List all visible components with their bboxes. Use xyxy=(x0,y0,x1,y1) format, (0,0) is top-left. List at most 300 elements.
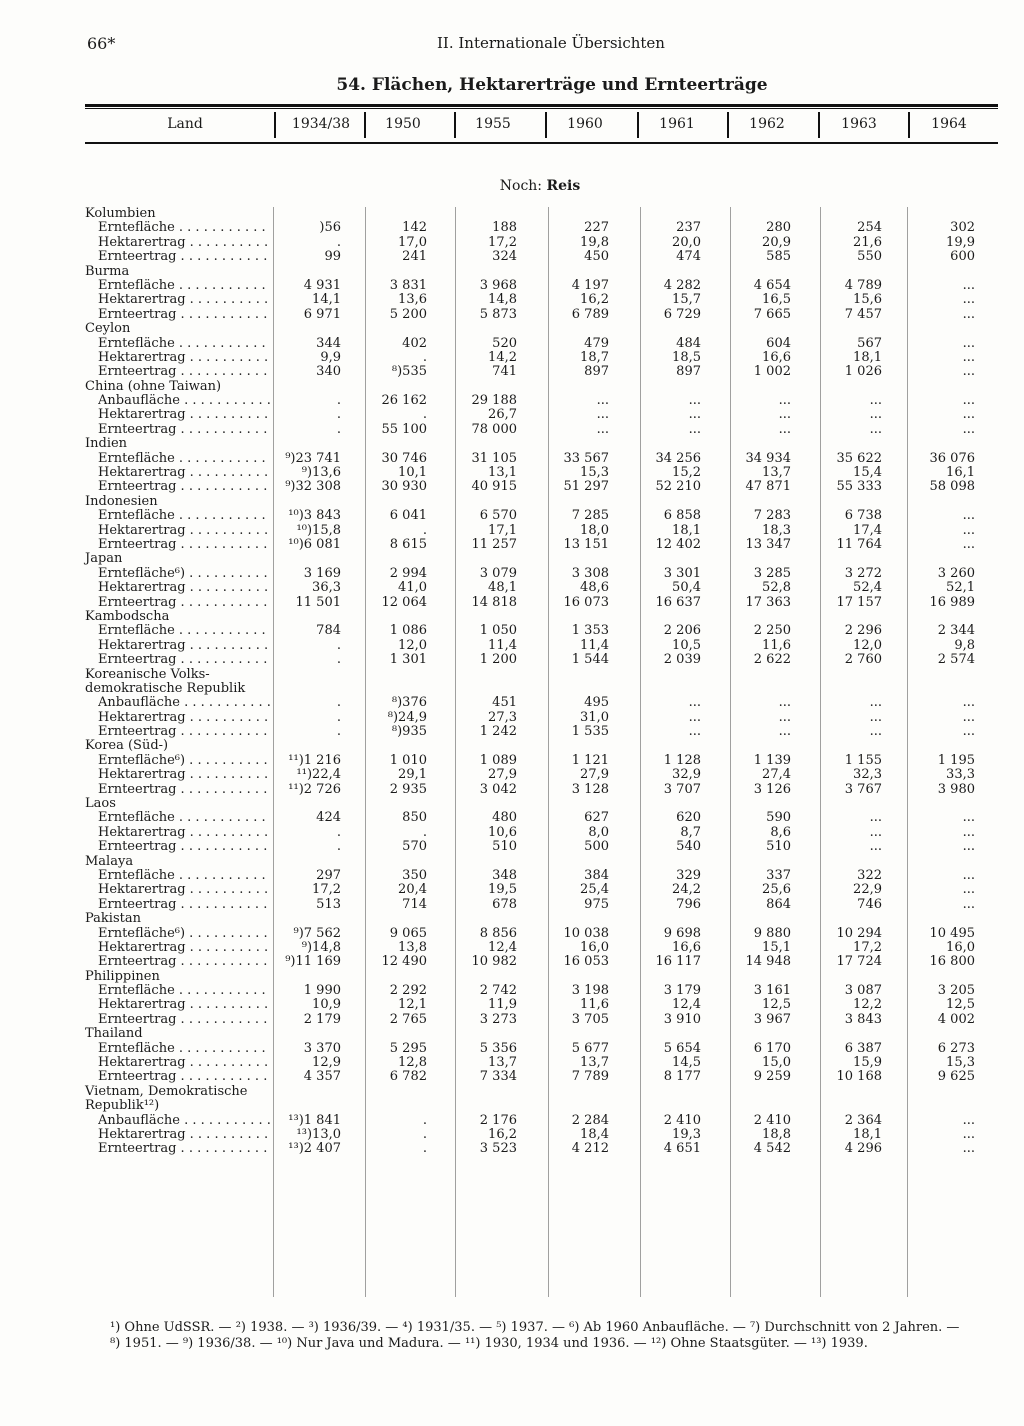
table-cell: 2 179 xyxy=(303,1011,341,1027)
table-cell: 16 989 xyxy=(929,594,975,610)
column-header-1961: 1961 xyxy=(659,116,695,132)
table-cell: 78 000 xyxy=(471,421,517,437)
table-cell: 50,4 xyxy=(672,580,701,596)
row-label: Hektarertrag . . . xyxy=(98,826,270,840)
table-cell: 3 910 xyxy=(663,1011,701,1027)
table-cell: 4 789 xyxy=(844,277,882,293)
table-cell: 3 161 xyxy=(753,983,791,999)
table-row xyxy=(85,998,998,1012)
table-cell: 3 198 xyxy=(571,983,609,999)
table-cell: 15,3 xyxy=(580,465,609,481)
table-cell: 2 206 xyxy=(663,623,701,639)
table-cell: 22,9 xyxy=(853,882,882,898)
country-name: Pakistan xyxy=(85,911,141,927)
table-row xyxy=(85,955,998,969)
table-cell: 1 353 xyxy=(571,623,609,639)
row-label: Hektarertrag . . . xyxy=(98,639,270,653)
table-cell: 16,1 xyxy=(946,465,975,481)
table-cell: 975 xyxy=(584,896,609,912)
country-name: Indien xyxy=(85,436,128,452)
row-label: Ernteertrag . . . xyxy=(98,480,270,494)
row-label: Anbaufläche . . . xyxy=(98,1114,270,1128)
row-label: Erntefläche . . . xyxy=(98,811,270,825)
table-cell: 590 xyxy=(766,810,791,826)
table-cell: 604 xyxy=(766,335,791,351)
country-name: Malaya xyxy=(85,853,134,869)
header-separator xyxy=(545,112,547,138)
table-cell: 18,0 xyxy=(580,522,609,538)
column-header-1962: 1962 xyxy=(749,116,785,132)
table-cell: . xyxy=(336,824,341,840)
rule-bottom xyxy=(85,142,998,144)
table-row xyxy=(85,308,998,322)
table-cell: 714 xyxy=(402,896,427,912)
table-cell: 1 200 xyxy=(479,652,517,668)
table-cell: 13,6 xyxy=(398,292,427,308)
table-cell: 3 205 xyxy=(937,983,975,999)
table-cell: 6 170 xyxy=(753,1040,791,1056)
table-cell: 600 xyxy=(950,249,975,265)
column-header-1950: 1950 xyxy=(385,116,421,132)
table-cell: 14 818 xyxy=(471,594,517,610)
table-row xyxy=(85,811,998,825)
table-cell: 6 858 xyxy=(663,508,701,524)
table-row xyxy=(85,984,998,998)
table-row xyxy=(85,754,998,768)
table-cell: ⁸)24,9 xyxy=(387,709,427,725)
country-group xyxy=(85,380,998,438)
row-label: Hektarertrag . . . xyxy=(98,883,270,897)
table-cell: 340 xyxy=(316,364,341,380)
table-cell: 1 301 xyxy=(389,652,427,668)
table-cell: ¹⁰)3 843 xyxy=(288,508,341,524)
row-label: Hektarertrag . . . xyxy=(98,1128,270,1142)
footnote-line-1: ¹) Ohne UdSSR. — ²) 1938. — ³) 1936/39. — ⁴) 1931/35. — ⁵) 1937. — ⁶) Ab 1960 Anbaufläche. — ⁷) Durchschnitt von 2 Jahren. — xyxy=(110,1320,960,1335)
table-cell: 9 065 xyxy=(389,925,427,941)
table-cell: 36 076 xyxy=(929,450,975,466)
table-cell: ... xyxy=(778,407,791,423)
table-cell: 11,9 xyxy=(488,997,517,1013)
table-cell: 12,0 xyxy=(398,637,427,653)
table-cell: 12,4 xyxy=(672,997,701,1013)
row-label: Ernteertrag . . . xyxy=(98,955,270,969)
table-row xyxy=(85,365,998,379)
table-cell: ... xyxy=(596,421,609,437)
row-label: Ernteertrag . . . xyxy=(98,783,270,797)
table-cell: . xyxy=(336,709,341,725)
country-group xyxy=(85,912,998,970)
country-name: Korea (Süd-) xyxy=(85,738,169,754)
rule-thin xyxy=(85,108,998,109)
table-cell: ... xyxy=(962,1127,975,1142)
table-cell: 2 364 xyxy=(844,1112,882,1128)
table-cell: 796 xyxy=(676,896,701,912)
table-cell: ... xyxy=(962,1112,975,1128)
row-label: Ernteertrag . . . xyxy=(98,898,270,912)
table-cell: 20,4 xyxy=(398,882,427,898)
row-label: Anbaufläche . . . xyxy=(98,696,270,710)
row-label: Erntefläche⁶) . . . xyxy=(98,567,270,581)
table-row xyxy=(85,927,998,941)
table-cell: 850 xyxy=(402,810,427,826)
table-cell: 3 260 xyxy=(937,565,975,581)
table-row xyxy=(85,1013,998,1027)
table-cell: 14 948 xyxy=(745,954,791,970)
table-cell: 2 574 xyxy=(937,652,975,668)
country-name: Kambodscha xyxy=(85,608,170,624)
table-cell: 3 705 xyxy=(571,1011,609,1027)
table-cell: 15,3 xyxy=(946,1055,975,1071)
table-cell: 36,3 xyxy=(312,580,341,596)
table-cell: 479 xyxy=(584,335,609,351)
table-cell: 9 625 xyxy=(937,1069,975,1085)
table-cell: 480 xyxy=(492,810,517,826)
table-cell: 20,9 xyxy=(762,234,791,250)
table-cell: 21,6 xyxy=(853,234,882,250)
footnotes xyxy=(110,1320,1000,1352)
table-cell: 484 xyxy=(676,335,701,351)
table-cell: 5 295 xyxy=(389,1040,427,1056)
table-cell: 35 622 xyxy=(836,450,882,466)
table-row xyxy=(85,337,998,351)
row-label: Erntefläche . . . xyxy=(98,452,270,466)
table-cell: 6 273 xyxy=(937,1040,975,1056)
table-cell: 1 050 xyxy=(479,623,517,639)
row-label: Hektarertrag . . . xyxy=(98,236,270,250)
table-cell: 3 370 xyxy=(303,1040,341,1056)
row-label: Erntefläche . . . xyxy=(98,337,270,351)
country-name: Burma xyxy=(85,263,130,279)
table-cell: 6 738 xyxy=(844,508,882,524)
table-cell: . xyxy=(336,695,341,711)
country-group xyxy=(85,970,998,1028)
table-cell: 26,7 xyxy=(488,407,517,423)
table-cell: . xyxy=(422,349,427,365)
table-cell: 29 188 xyxy=(471,393,517,409)
row-label: Erntefläche . . . xyxy=(98,869,270,883)
table-row xyxy=(85,624,998,638)
table-cell: 784 xyxy=(316,623,341,639)
country-group xyxy=(85,552,998,610)
table-cell: 99 xyxy=(324,249,341,265)
table-cell: 4 296 xyxy=(844,1141,882,1157)
table-cell: 31 105 xyxy=(471,450,517,466)
table-cell: 15,7 xyxy=(672,292,701,308)
row-label: Hektarertrag . . . xyxy=(98,466,270,480)
table-cell: 32,3 xyxy=(853,767,882,783)
table-cell: 16,6 xyxy=(762,349,791,365)
table-cell: 5 200 xyxy=(389,306,427,322)
table-cell: 2 284 xyxy=(571,1112,609,1128)
column-header-1963: 1963 xyxy=(841,116,877,132)
table-cell: 6 971 xyxy=(303,306,341,322)
table-cell: 2 344 xyxy=(937,623,975,639)
table-cell: ¹⁰)6 081 xyxy=(288,536,341,552)
table-cell: 13,7 xyxy=(762,465,791,481)
table-cell: ... xyxy=(778,695,791,711)
table-cell: 11 764 xyxy=(836,536,882,552)
header-separator xyxy=(727,112,729,138)
table-cell: ... xyxy=(869,724,882,740)
table-cell: 13,7 xyxy=(580,1055,609,1071)
table-cell: 402 xyxy=(402,335,427,351)
table-row xyxy=(85,1070,998,1084)
table-cell: 13 151 xyxy=(563,536,609,552)
table-title: 54. Flächen, Hektarerträge und Ernteerträge xyxy=(336,75,768,95)
row-label: Hektarertrag . . . xyxy=(98,998,270,1012)
row-label: Ernteertrag . . . xyxy=(98,725,270,739)
table-cell: 2 410 xyxy=(753,1112,791,1128)
row-label: Erntefläche . . . xyxy=(98,624,270,638)
table-cell: ... xyxy=(962,421,975,437)
table-cell: 12,5 xyxy=(946,997,975,1013)
table-cell: 18,4 xyxy=(580,1127,609,1142)
country-group xyxy=(85,1027,998,1085)
table-cell: 474 xyxy=(676,249,701,265)
table-cell: 19,9 xyxy=(946,234,975,250)
table-cell: ⁸)535 xyxy=(391,364,427,380)
table-row xyxy=(85,711,998,725)
table-cell: ... xyxy=(869,393,882,409)
table-cell: 33,3 xyxy=(946,767,975,783)
table-cell: 337 xyxy=(766,867,791,883)
table-cell: 8,0 xyxy=(588,824,609,840)
table-cell: 188 xyxy=(492,220,517,236)
table-cell: . xyxy=(336,839,341,855)
table-cell: 17,2 xyxy=(312,882,341,898)
row-label: Hektarertrag . . . xyxy=(98,351,270,365)
table-cell: ⁹)11 169 xyxy=(285,954,341,970)
table-row xyxy=(85,869,998,883)
table-cell: 495 xyxy=(584,695,609,711)
table-cell: 7 334 xyxy=(479,1069,517,1085)
table-cell: 2 765 xyxy=(389,1011,427,1027)
table-cell: 58 098 xyxy=(929,479,975,495)
table-row xyxy=(85,639,998,653)
table-cell: 1 139 xyxy=(753,752,791,768)
table-cell: 3 272 xyxy=(844,565,882,581)
table-cell: ... xyxy=(962,522,975,538)
table-cell: 18,1 xyxy=(853,349,882,365)
table-row xyxy=(85,221,998,235)
country-name: Koreanische Volks- xyxy=(85,666,210,682)
table-cell: ⁸)376 xyxy=(391,695,427,711)
table-cell: ... xyxy=(688,724,701,740)
table-cell: 17,0 xyxy=(398,234,427,250)
table-cell: ¹¹)22,4 xyxy=(296,767,341,783)
section-name: Reis xyxy=(546,178,581,194)
table-cell: 12 064 xyxy=(381,594,427,610)
table-cell: . xyxy=(422,1112,427,1128)
table-cell: 1 544 xyxy=(571,652,609,668)
table-cell: 27,9 xyxy=(580,767,609,783)
table-cell: 14,1 xyxy=(312,292,341,308)
row-label: Ernteertrag . . . xyxy=(98,1013,270,1027)
table-cell: 11,6 xyxy=(580,997,609,1013)
table-cell: 11,4 xyxy=(580,637,609,653)
table-row xyxy=(85,840,998,854)
table-cell: 10 168 xyxy=(836,1069,882,1085)
table-cell: 2 292 xyxy=(389,983,427,999)
table-cell: 3 523 xyxy=(479,1141,517,1157)
table-cell: 16 637 xyxy=(655,594,701,610)
table-cell: ... xyxy=(962,536,975,552)
country-name-continued: demokratische Republik xyxy=(85,680,246,696)
table-row xyxy=(85,250,998,264)
table-cell: 4 282 xyxy=(663,277,701,293)
column-header-1955: 1955 xyxy=(475,116,511,132)
country-group xyxy=(85,437,998,495)
table-cell: 7 789 xyxy=(571,1069,609,1085)
table-cell: 12 490 xyxy=(381,954,427,970)
table-cell: ¹¹)1 216 xyxy=(288,752,341,768)
table-cell: 19,5 xyxy=(488,882,517,898)
row-label: Hektarertrag . . . xyxy=(98,581,270,595)
table-cell: 4 002 xyxy=(937,1011,975,1027)
country-group xyxy=(85,207,998,265)
table-cell: 31,0 xyxy=(580,709,609,725)
table-cell: 241 xyxy=(402,249,427,265)
table-row xyxy=(85,538,998,552)
table-cell: 8,6 xyxy=(770,824,791,840)
table-cell: 17 724 xyxy=(836,954,882,970)
table-cell: 520 xyxy=(492,335,517,351)
country-group xyxy=(85,265,998,323)
table-cell: 450 xyxy=(584,249,609,265)
table-cell: 16 073 xyxy=(563,594,609,610)
table-cell: 13,8 xyxy=(398,939,427,955)
table-cell: 3 042 xyxy=(479,781,517,797)
country-name: Philippinen xyxy=(85,968,160,984)
table-cell: 9 259 xyxy=(753,1069,791,1085)
table-cell: 16 800 xyxy=(929,954,975,970)
table-cell: 11 501 xyxy=(295,594,341,610)
table-cell: ... xyxy=(778,709,791,725)
table-cell: ... xyxy=(869,709,882,725)
table-row xyxy=(85,423,998,437)
table-cell: 384 xyxy=(584,867,609,883)
table-cell: 29,1 xyxy=(398,767,427,783)
table-cell: 3 980 xyxy=(937,781,975,797)
table-cell: 897 xyxy=(584,364,609,380)
table-cell: 8 856 xyxy=(479,925,517,941)
table-row xyxy=(85,653,998,667)
table-row xyxy=(85,826,998,840)
rule-thick xyxy=(85,104,998,107)
table-cell: 40 915 xyxy=(471,479,517,495)
row-label: Hektarertrag . . . xyxy=(98,768,270,782)
row-label: Ernteertrag . . . xyxy=(98,365,270,379)
table-cell: 26 162 xyxy=(381,393,427,409)
table-cell: 10,9 xyxy=(312,997,341,1013)
table-cell: 3 301 xyxy=(663,565,701,581)
table-cell: 52,1 xyxy=(946,580,975,596)
row-label: Erntefläche⁶) . . . xyxy=(98,754,270,768)
table-cell: 19,8 xyxy=(580,234,609,250)
country-name: Kolumbien xyxy=(85,206,156,221)
table-cell: ... xyxy=(962,882,975,898)
country-name: Vietnam, Demokratische xyxy=(85,1083,248,1099)
table-cell: 18,5 xyxy=(672,349,701,365)
table-cell: 12,1 xyxy=(398,997,427,1013)
row-label: Ernteertrag . . . xyxy=(98,840,270,854)
header-separator xyxy=(364,112,366,138)
table-cell: 55 100 xyxy=(381,421,427,437)
table-cell: 16,5 xyxy=(762,292,791,308)
page-number: 66* xyxy=(87,34,116,53)
table-cell: ... xyxy=(869,421,882,437)
table-cell: 348 xyxy=(492,867,517,883)
table-cell: 48,6 xyxy=(580,580,609,596)
table-cell: . xyxy=(336,637,341,653)
table-row xyxy=(85,567,998,581)
table-cell: 34 256 xyxy=(655,450,701,466)
table-cell: 678 xyxy=(492,896,517,912)
table-cell: 9 698 xyxy=(663,925,701,941)
table-cell: 16,0 xyxy=(580,939,609,955)
table-cell: 18,7 xyxy=(580,349,609,365)
country-group xyxy=(85,322,998,380)
table-cell: . xyxy=(336,421,341,437)
table-cell: 12,8 xyxy=(398,1055,427,1071)
table-cell: 627 xyxy=(584,810,609,826)
table-cell: 51 297 xyxy=(563,479,609,495)
column-header-1964: 1964 xyxy=(931,116,967,132)
table-cell: 14,5 xyxy=(672,1055,701,1071)
table-header xyxy=(85,116,998,136)
row-label: Hektarertrag . . . xyxy=(98,524,270,538)
table-cell: 2 622 xyxy=(753,652,791,668)
table-cell: 297 xyxy=(316,867,341,883)
table-cell: 3 273 xyxy=(479,1011,517,1027)
table-cell: ... xyxy=(962,508,975,524)
table-cell: 19,3 xyxy=(672,1127,701,1142)
table-row xyxy=(85,1128,998,1142)
table-cell: 302 xyxy=(950,220,975,236)
table-cell: 25,6 xyxy=(762,882,791,898)
table-cell: 9,8 xyxy=(954,637,975,653)
table-cell: 10,5 xyxy=(672,637,701,653)
table-cell: ... xyxy=(962,335,975,351)
column-header-1934-38: 1934/38 xyxy=(291,116,351,132)
table-cell: ¹³)1 841 xyxy=(288,1112,341,1128)
table-cell: 6 041 xyxy=(389,508,427,524)
row-label: Ernteertrag . . . xyxy=(98,308,270,322)
table-cell: 6 387 xyxy=(844,1040,882,1056)
table-cell: 1 128 xyxy=(663,752,701,768)
table-cell: 3 967 xyxy=(753,1011,791,1027)
table-cell: 513 xyxy=(316,896,341,912)
table-cell: ¹³)2 407 xyxy=(288,1141,341,1157)
table-cell: 17,4 xyxy=(853,522,882,538)
table-cell: 3 707 xyxy=(663,781,701,797)
table-row xyxy=(85,408,998,422)
table-cell: 12 402 xyxy=(655,536,701,552)
table-cell: 350 xyxy=(402,867,427,883)
table-cell: 2 994 xyxy=(389,565,427,581)
country-group xyxy=(85,610,998,668)
table-cell: . xyxy=(422,407,427,423)
row-label: Erntefläche⁶) . . . xyxy=(98,927,270,941)
table-cell: 6 729 xyxy=(663,306,701,322)
table-cell: 16 117 xyxy=(655,954,701,970)
table-cell: 11,4 xyxy=(488,637,517,653)
table-cell: ... xyxy=(962,1141,975,1157)
table-cell: 570 xyxy=(402,839,427,855)
country-group xyxy=(85,1085,998,1157)
table-cell: 27,9 xyxy=(488,767,517,783)
table-cell: ¹⁰)15,8 xyxy=(296,522,341,538)
